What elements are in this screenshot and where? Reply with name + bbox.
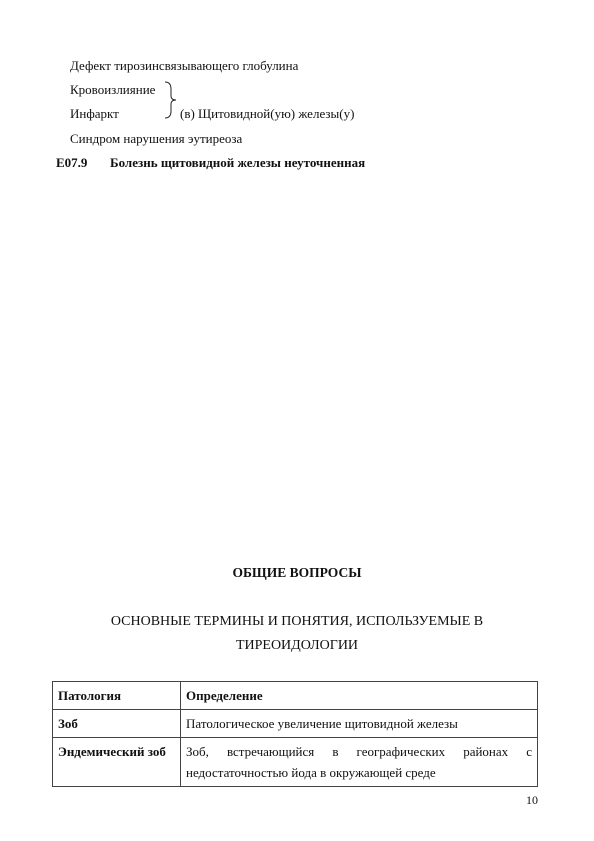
table-definition-cell: Зоб, встречающийся в географических районах с недостаточностью йода в окружающей среде bbox=[181, 738, 538, 787]
list-line-3-term: Инфаркт bbox=[70, 106, 119, 121]
icd-code: E07.9 bbox=[56, 155, 88, 170]
list-line-2: Кровоизлияние bbox=[70, 82, 156, 97]
table-header-cell: Патология bbox=[53, 682, 181, 710]
section-subtitle-line-1: ОСНОВНЫЕ ТЕРМИНЫ И ПОНЯТИЯ, ИСПОЛЬЗУЕМЫЕ В bbox=[110, 614, 484, 629]
page-number: 10 bbox=[526, 793, 538, 807]
table-row bbox=[53, 710, 538, 738]
section-title: ОБЩИЕ ВОПРОСЫ bbox=[232, 565, 362, 580]
icd-title: Болезнь щитовидной железы неуточненная bbox=[110, 155, 366, 170]
table-term-cell: Зоб bbox=[53, 710, 181, 738]
curly-brace-icon bbox=[164, 81, 178, 119]
table-header-row bbox=[53, 682, 538, 710]
terms-table bbox=[52, 681, 538, 787]
list-line-3-organ: (в) Щитовидной(ую) железы(у) bbox=[180, 106, 355, 121]
table-term-cell: Эндемический зоб bbox=[53, 738, 181, 787]
list-line-4: Синдром нарушения эутиреоза bbox=[70, 131, 243, 146]
table-header-cell: Определение bbox=[181, 682, 538, 710]
table-definition-cell: Патологическое увеличение щитовидной железы bbox=[181, 710, 538, 738]
list-line-1: Дефект тирозинсвязывающего глобулина bbox=[70, 58, 299, 73]
section-subtitle-line-2: ТИРЕОИДОЛОГИИ bbox=[235, 638, 359, 653]
table-row bbox=[53, 738, 538, 787]
